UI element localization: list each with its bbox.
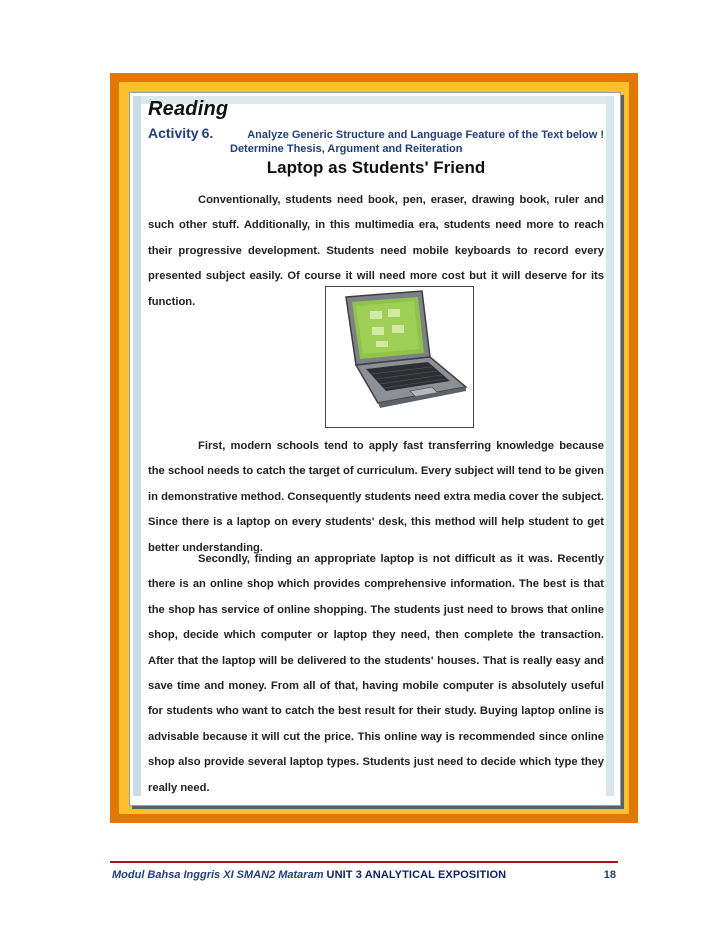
laptop-illustration — [325, 286, 474, 428]
section-heading: Reading — [148, 98, 229, 120]
activity-number: 6. — [201, 125, 214, 141]
paragraph-argument-one — [148, 434, 604, 561]
page-right-shade — [606, 96, 614, 796]
page-footer — [112, 869, 620, 881]
paragraph-argument-two-text: Secondly, finding an appropriate laptop is not difficult as it was. Recently there is an online shop which provides comprehensive information. The best is that the shop has service of online shopping. The students just need to brows that online shop, decide which computer or laptop they need, then complete the transaction. After that the laptop will be delivered to the students' houses. That is really easy and save time and money. From all of that, having mobile computer is absolutely useful for students who want to catch the best result for their study. Buying laptop online is advisable because it will cut the price. This online way is recommended since online shop also provide several laptop types. Students just need to decide which type they really need. — [148, 553, 604, 794]
activity-subinstruction: Determine Thesis, Argument and Reiteration — [230, 143, 463, 155]
activity-instruction: Analyze Generic Structure and Language Feature of the Text below ! — [247, 129, 604, 141]
activity-header — [148, 125, 604, 155]
page-number: 18 — [603, 869, 616, 881]
activity-label: Activity — [148, 125, 199, 141]
footer-module: Modul Bahsa Inggris XI SMAN2 Mataram — [112, 869, 324, 881]
activity-label-group — [148, 125, 213, 141]
paragraph-argument-two — [148, 547, 604, 801]
footer-unit: UNIT 3 ANALYTICAL EXPOSITION — [326, 869, 507, 881]
footer-rule — [110, 861, 618, 863]
laptop-icon — [326, 287, 473, 427]
paragraph-argument-one-text: First, modern schools tend to apply fast transferring knowledge because the school needs to catch the target of curriculum. Every subject will tend to be given in demonstrative method. Consequently students need extra media cover the subject. Since there is a laptop on every students' desk, this method will help student to get better understanding. — [148, 440, 604, 554]
page-left-shade — [133, 96, 141, 796]
paragraph-intro-text: Conventionally, students need book, pen, eraser, drawing book, ruler and such other stuff. Additionally, in this multimedia era, students need more to reach their progressive development. Students need mobile keyboards to record every presented subject easily. Of course it will need more cost but it will deserve for its function. — [148, 194, 604, 308]
article-title: Laptop as Students' Friend — [266, 158, 486, 177]
